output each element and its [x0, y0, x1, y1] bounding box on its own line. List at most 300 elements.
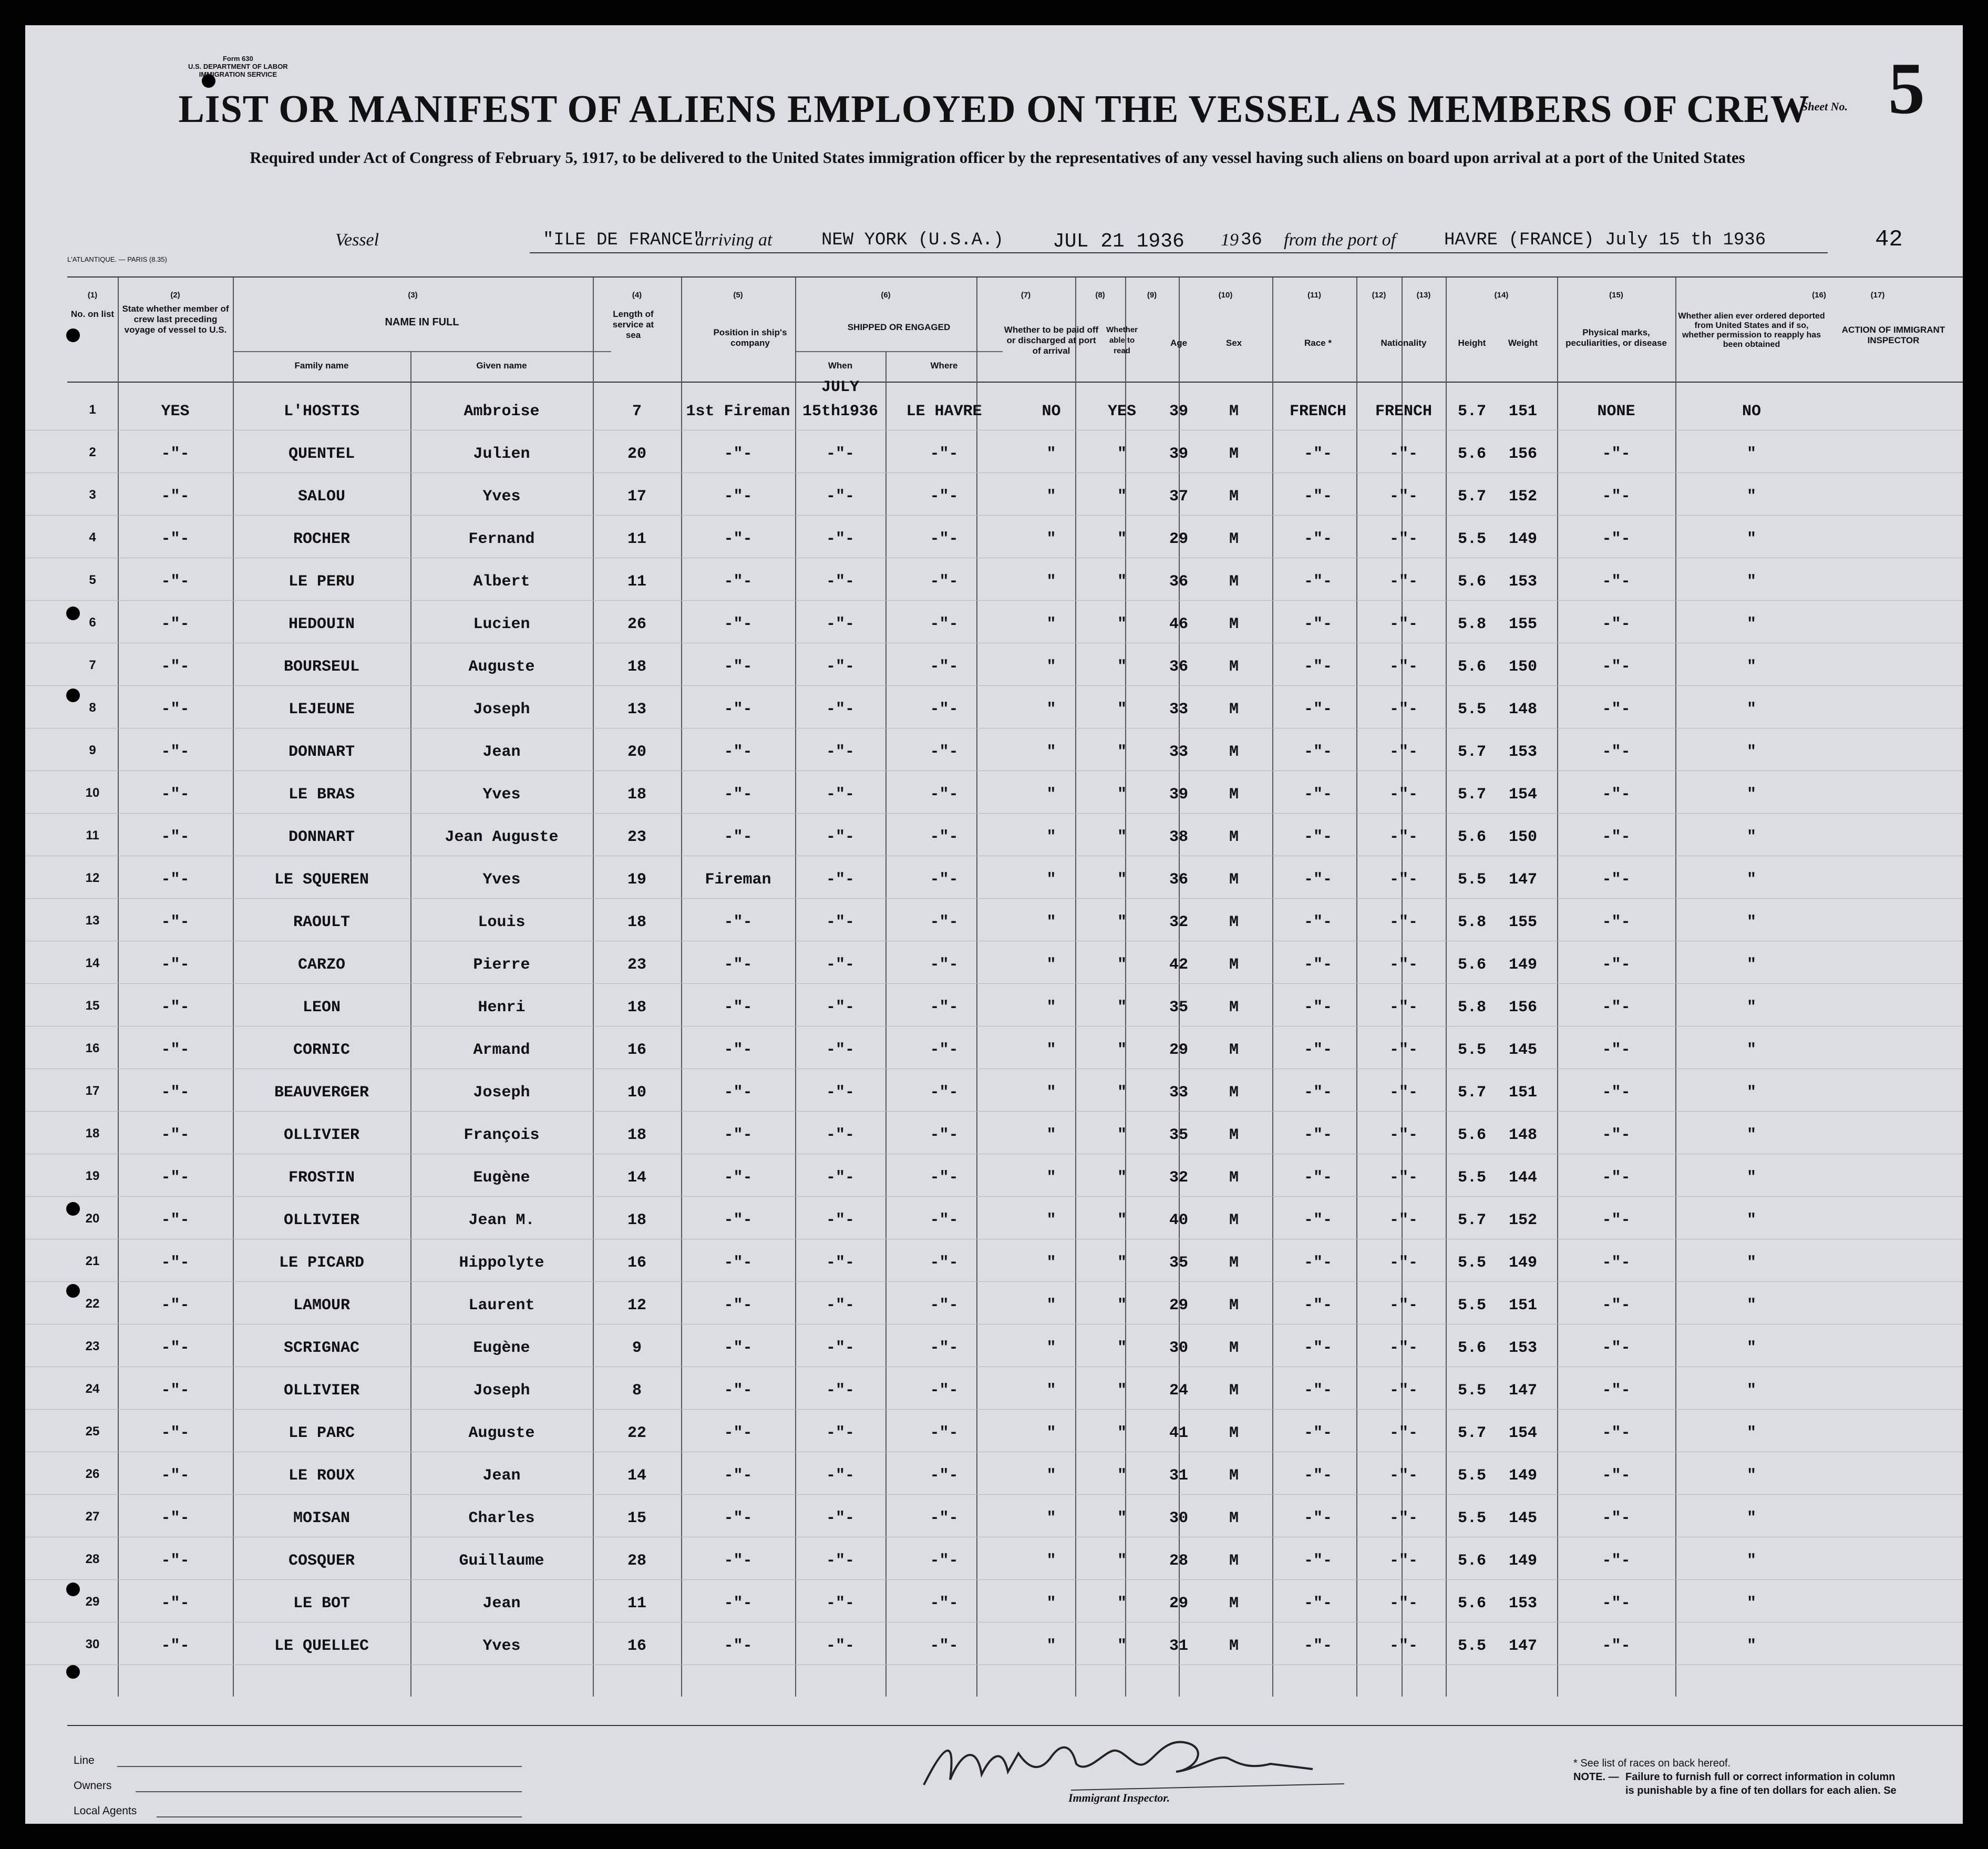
given-name-cell: Louis — [478, 913, 526, 931]
position-cell: -"- — [724, 1424, 753, 1442]
nationality-cell: -"- — [1389, 1126, 1418, 1144]
punch-hole — [66, 1665, 80, 1679]
nationality-cell: -"- — [1389, 743, 1418, 761]
service-length-cell: 23 — [627, 956, 646, 974]
race-cell: -"- — [1303, 1126, 1332, 1144]
weight-cell: 150 — [1508, 828, 1537, 846]
row-rule — [25, 1494, 1963, 1495]
shipped-when-cell: -"- — [826, 1467, 854, 1485]
position-cell: -"- — [724, 1382, 753, 1400]
column-number: (9) — [1147, 291, 1157, 300]
owners-field[interactable] — [136, 1791, 522, 1792]
position-cell: -"- — [724, 701, 753, 718]
given-name-cell: Yves — [482, 1637, 521, 1655]
position-cell: -"- — [724, 786, 753, 804]
able-to-read-cell: " — [1117, 658, 1127, 676]
header-inspector-action: ACTION OF IMMIGRANT INSPECTOR — [1841, 325, 1945, 345]
nationality-cell: -"- — [1389, 530, 1418, 548]
shipped-when-cell: -"- — [826, 743, 854, 761]
row-rule — [25, 1281, 1963, 1282]
physical-marks-cell: -"- — [1602, 1041, 1631, 1059]
paid-off-cell: " — [1046, 828, 1056, 846]
given-name-cell: Henri — [478, 999, 526, 1016]
able-to-read-cell: " — [1117, 1637, 1127, 1655]
shipped-where-cell: -"- — [930, 488, 959, 506]
row-number: 1 — [89, 403, 96, 417]
height-cell: 5.5 — [1457, 1509, 1486, 1527]
race-cell: -"- — [1303, 828, 1332, 846]
departure-label: from the port of — [1284, 230, 1396, 250]
family-name-cell: MOISAN — [293, 1509, 351, 1527]
physical-marks-cell: -"- — [1602, 1637, 1631, 1655]
header-weight: Weight — [1508, 338, 1538, 348]
family-name-cell: ROCHER — [293, 530, 351, 548]
paid-off-cell: " — [1046, 701, 1056, 718]
nationality-cell: -"- — [1389, 1552, 1418, 1570]
shipped-when-cell: -"- — [826, 573, 854, 591]
column-number: (17) — [1870, 291, 1885, 300]
position-cell: -"- — [724, 1254, 753, 1272]
deported-cell: " — [1746, 1339, 1756, 1357]
height-cell: 5.6 — [1457, 1595, 1486, 1612]
previous-voyage-cell: -"- — [161, 1211, 190, 1229]
sex-cell: M — [1229, 786, 1239, 804]
age-cell: 33 — [1169, 1084, 1188, 1102]
deported-cell: " — [1746, 1509, 1756, 1527]
family-name-cell: LE PARC — [288, 1424, 355, 1442]
arrival-date-stamp: JUL 21 1936 — [1053, 230, 1184, 253]
table-header-border — [67, 382, 1963, 383]
inspector-signature — [913, 1722, 1355, 1795]
column-number: (13) — [1416, 291, 1431, 300]
row-rule — [25, 472, 1963, 473]
paid-off-cell: " — [1046, 999, 1056, 1016]
height-cell: 5.6 — [1457, 828, 1486, 846]
shipped-when-cell: -"- — [826, 615, 854, 633]
paid-off-cell: " — [1046, 1637, 1056, 1655]
row-number: 17 — [85, 1084, 100, 1098]
service-length-cell: 20 — [627, 445, 646, 463]
family-name-cell: OLLIVIER — [283, 1211, 360, 1229]
able-to-read-cell: " — [1117, 1169, 1127, 1187]
previous-voyage-cell: -"- — [161, 615, 190, 633]
header-paid-off: Whether to be paid off or discharged at port of arrival — [1004, 325, 1099, 356]
shipped-where-cell: -"- — [930, 1339, 959, 1357]
height-cell: 5.5 — [1457, 1382, 1486, 1400]
row-number: 18 — [85, 1126, 100, 1141]
position-cell: -"- — [724, 1595, 753, 1612]
service-length-cell: 18 — [627, 1126, 646, 1144]
deported-cell: " — [1746, 786, 1756, 804]
given-name-cell: Eugène — [473, 1169, 530, 1187]
service-length-cell: 18 — [627, 786, 646, 804]
paid-off-cell: " — [1046, 615, 1056, 633]
height-cell: 5.7 — [1457, 488, 1486, 506]
able-to-read-cell: " — [1117, 1552, 1127, 1570]
shipped-where-cell: -"- — [930, 573, 959, 591]
header-length-of-service: Length of service at sea — [612, 309, 654, 340]
shipped-when-cell: -"- — [826, 1424, 854, 1442]
physical-marks-cell: -"- — [1602, 530, 1631, 548]
row-number: 8 — [89, 701, 96, 715]
height-cell: 5.6 — [1457, 956, 1486, 974]
weight-cell: 145 — [1508, 1041, 1537, 1059]
physical-marks-cell: -"- — [1602, 871, 1631, 889]
service-length-cell: 18 — [627, 999, 646, 1016]
position-cell: -"- — [724, 1211, 753, 1229]
age-cell: 32 — [1169, 1169, 1188, 1187]
physical-marks-cell: -"- — [1602, 488, 1631, 506]
family-name-cell: OLLIVIER — [283, 1126, 360, 1144]
shipped-when-cell: -"- — [826, 1084, 854, 1102]
deported-cell: " — [1746, 1297, 1756, 1314]
race-cell: -"- — [1303, 1637, 1332, 1655]
race-cell: -"- — [1303, 1211, 1332, 1229]
race-cell: -"- — [1303, 1169, 1332, 1187]
weight-cell: 154 — [1508, 1424, 1537, 1442]
position-cell: 1st Fireman — [686, 403, 790, 420]
physical-marks-cell: -"- — [1602, 913, 1631, 931]
position-cell: -"- — [724, 445, 753, 463]
position-cell: -"- — [724, 1041, 753, 1059]
able-to-read-cell: " — [1117, 913, 1127, 931]
race-cell: -"- — [1303, 871, 1332, 889]
position-cell: -"- — [724, 658, 753, 676]
weight-cell: 152 — [1508, 488, 1537, 506]
position-cell: -"- — [724, 743, 753, 761]
family-name-cell: QUENTEL — [288, 445, 355, 463]
given-name-cell: François — [463, 1126, 540, 1144]
header-when: When — [828, 361, 853, 371]
shipped-when-cell: -"- — [826, 1126, 854, 1144]
sex-cell: M — [1229, 871, 1239, 889]
shipped-when-cell: -"- — [826, 445, 854, 463]
shipped-when-cell: -"- — [826, 786, 854, 804]
header-position: Position in ship's company — [713, 327, 787, 348]
physical-marks-cell: -"- — [1602, 1126, 1631, 1144]
weight-cell: 153 — [1508, 743, 1537, 761]
age-cell: 35 — [1169, 1126, 1188, 1144]
row-rule — [25, 515, 1963, 516]
family-name-cell: LE QUELLEC — [274, 1637, 369, 1655]
position-cell: -"- — [724, 913, 753, 931]
nationality-cell: FRENCH — [1375, 403, 1433, 420]
previous-voyage-cell: -"- — [161, 1637, 190, 1655]
row-number: 29 — [85, 1595, 100, 1609]
deported-cell: " — [1746, 445, 1756, 463]
shipped-where-cell: -"- — [930, 871, 959, 889]
race-cell: -"- — [1303, 573, 1332, 591]
deported-cell: " — [1746, 615, 1756, 633]
service-length-cell: 7 — [632, 403, 642, 420]
age-cell: 38 — [1169, 828, 1188, 846]
departure-port: HAVRE (FRANCE) July 15 th 1936 — [1444, 230, 1766, 250]
weight-cell: 147 — [1508, 1637, 1537, 1655]
nationality-cell: -"- — [1389, 871, 1418, 889]
paid-off-cell: " — [1046, 871, 1056, 889]
nationality-cell: -"- — [1389, 1041, 1418, 1059]
service-length-cell: 16 — [627, 1041, 646, 1059]
shipped-when-cell: -"- — [826, 999, 854, 1016]
shipped-where-cell: -"- — [930, 1297, 959, 1314]
previous-voyage-cell: -"- — [161, 828, 190, 846]
header-no-on-list: No. on list — [70, 309, 115, 319]
shipped-where-cell: -"- — [930, 1041, 959, 1059]
able-to-read-cell: " — [1117, 999, 1127, 1016]
nationality-cell: -"- — [1389, 1467, 1418, 1485]
row-number: 26 — [85, 1467, 100, 1481]
height-cell: 5.6 — [1457, 445, 1486, 463]
shipped-when-cell: -"- — [826, 1169, 854, 1187]
race-cell: -"- — [1303, 615, 1332, 633]
deported-cell: " — [1746, 1084, 1756, 1102]
height-cell: 5.5 — [1457, 871, 1486, 889]
nationality-cell: -"- — [1389, 913, 1418, 931]
shipped-where-cell: -"- — [930, 658, 959, 676]
able-to-read-cell: YES — [1107, 403, 1136, 420]
header-shipped-engaged: SHIPPED OR ENGAGED — [847, 322, 951, 332]
manifest-sheet — [25, 25, 1963, 1824]
service-length-cell: 28 — [627, 1552, 646, 1570]
position-cell: -"- — [724, 1084, 753, 1102]
row-number: 7 — [89, 658, 96, 672]
physical-marks-cell: -"- — [1602, 743, 1631, 761]
deported-cell: NO — [1742, 403, 1761, 420]
age-cell: 36 — [1169, 573, 1188, 591]
physical-marks-cell: -"- — [1602, 615, 1631, 633]
age-cell: 37 — [1169, 488, 1188, 506]
deported-cell: " — [1746, 828, 1756, 846]
physical-marks-cell: -"- — [1602, 956, 1631, 974]
family-name-cell: HEDOUIN — [288, 615, 355, 633]
sex-cell: M — [1229, 1637, 1239, 1655]
paid-off-cell: " — [1046, 530, 1056, 548]
service-length-cell: 14 — [627, 1467, 646, 1485]
service-length-cell: 18 — [627, 913, 646, 931]
header-sex: Sex — [1225, 338, 1242, 348]
service-length-cell: 10 — [627, 1084, 646, 1102]
form-identifier — [188, 55, 288, 78]
column-number: (16) — [1812, 291, 1826, 300]
inspector-label: Immigrant Inspector. — [1068, 1791, 1170, 1804]
height-cell: 5.6 — [1457, 658, 1486, 676]
service-length-cell: 12 — [627, 1297, 646, 1314]
race-cell: -"- — [1303, 488, 1332, 506]
service-length-cell: 11 — [627, 1595, 646, 1612]
race-cell: -"- — [1303, 956, 1332, 974]
column-number: (14) — [1494, 291, 1509, 300]
shipped-when-cell: -"- — [826, 956, 854, 974]
height-cell: 5.5 — [1457, 701, 1486, 718]
deported-cell: " — [1746, 1467, 1756, 1485]
weight-cell: 144 — [1508, 1169, 1537, 1187]
shipped-where-cell: -"- — [930, 530, 959, 548]
sex-cell: M — [1229, 1382, 1239, 1400]
physical-marks-cell: -"- — [1602, 1297, 1631, 1314]
printer-mark: L'ATLANTIQUE. — PARIS (8.35) — [67, 255, 167, 263]
nationality-cell: -"- — [1389, 1169, 1418, 1187]
nationality-cell: -"- — [1389, 1382, 1418, 1400]
shipped-when-cell: -"- — [826, 828, 854, 846]
sex-cell: M — [1229, 1126, 1239, 1144]
weight-cell: 156 — [1508, 999, 1537, 1016]
row-rule — [25, 983, 1963, 984]
paid-off-cell: NO — [1042, 403, 1061, 420]
service-name: IMMIGRATION SERVICE — [199, 70, 277, 78]
family-name-cell: SCRIGNAC — [283, 1339, 360, 1357]
nationality-cell: -"- — [1389, 1211, 1418, 1229]
weight-cell: 156 — [1508, 445, 1537, 463]
shipped-when-cell: -"- — [826, 913, 854, 931]
paid-off-cell: " — [1046, 1552, 1056, 1570]
shipped-when-cell: -"- — [826, 1382, 854, 1400]
given-name-cell: Joseph — [473, 701, 530, 718]
sex-cell: M — [1229, 530, 1239, 548]
weight-cell: 149 — [1508, 530, 1537, 548]
able-to-read-cell: " — [1117, 1126, 1127, 1144]
position-cell: -"- — [724, 530, 753, 548]
paid-off-cell: " — [1046, 1382, 1056, 1400]
able-to-read-cell: " — [1117, 1254, 1127, 1272]
able-to-read-cell: " — [1117, 573, 1127, 591]
deported-cell: " — [1746, 1169, 1756, 1187]
previous-voyage-cell: -"- — [161, 1552, 190, 1570]
service-length-cell: 17 — [627, 488, 646, 506]
column-number: (15) — [1609, 291, 1623, 300]
previous-voyage-cell: -"- — [161, 1041, 190, 1059]
row-number: 16 — [85, 1041, 100, 1055]
family-name-cell: LE ROUX — [288, 1467, 355, 1485]
deported-cell: " — [1746, 1211, 1756, 1229]
row-number: 13 — [85, 913, 100, 928]
able-to-read-cell: " — [1117, 1595, 1127, 1612]
deported-cell: " — [1746, 1041, 1756, 1059]
position-cell: -"- — [724, 1637, 753, 1655]
sex-cell: M — [1229, 999, 1239, 1016]
nationality-cell: -"- — [1389, 488, 1418, 506]
position-cell: -"- — [724, 1509, 753, 1527]
shipped-when-cell: -"- — [826, 1211, 854, 1229]
shipped-when-cell: 15th1936 — [802, 403, 879, 420]
column-divider — [410, 351, 411, 1697]
sex-cell: M — [1229, 1297, 1239, 1314]
able-to-read-cell: " — [1117, 1509, 1127, 1527]
row-number: 25 — [85, 1424, 100, 1439]
given-name-cell: Ambroise — [463, 403, 540, 420]
family-name-cell: DONNART — [288, 828, 355, 846]
service-length-cell: 11 — [627, 573, 646, 591]
physical-marks-cell: -"- — [1602, 1169, 1631, 1187]
able-to-read-cell: " — [1117, 701, 1127, 718]
service-length-cell: 26 — [627, 615, 646, 633]
weight-cell: 149 — [1508, 1552, 1537, 1570]
row-number: 11 — [86, 828, 99, 843]
deported-cell: " — [1746, 1254, 1756, 1272]
family-name-cell: LE SQUEREN — [274, 871, 369, 889]
height-cell: 5.7 — [1457, 1211, 1486, 1229]
local-agents-field[interactable] — [157, 1816, 522, 1817]
sex-cell: M — [1229, 701, 1239, 718]
nationality-cell: -"- — [1389, 999, 1418, 1016]
height-cell: 5.8 — [1457, 913, 1486, 931]
header-previous-voyage: State whether member of crew last preceding voyage of vessel to U.S. — [122, 304, 229, 335]
sex-cell: M — [1229, 658, 1239, 676]
family-name-cell: RAOULT — [293, 913, 351, 931]
shipped-where-cell: -"- — [930, 1637, 959, 1655]
deported-cell: " — [1746, 1637, 1756, 1655]
previous-voyage-cell: -"- — [161, 956, 190, 974]
weight-cell: 155 — [1508, 615, 1537, 633]
paid-off-cell: " — [1046, 658, 1056, 676]
header-nationality: Nationality — [1381, 338, 1427, 348]
paid-off-cell: " — [1046, 743, 1056, 761]
position-cell: -"- — [724, 573, 753, 591]
paid-off-cell: " — [1046, 1169, 1056, 1187]
service-length-cell: 18 — [627, 1211, 646, 1229]
header-family-name: Family name — [294, 361, 349, 371]
shipped-when-cell: -"- — [826, 530, 854, 548]
sex-cell: M — [1229, 1211, 1239, 1229]
row-number: 3 — [89, 488, 96, 502]
nationality-cell: -"- — [1389, 1084, 1418, 1102]
header-height: Height — [1458, 338, 1486, 348]
weight-cell: 148 — [1508, 1126, 1537, 1144]
race-cell: -"- — [1303, 1467, 1332, 1485]
previous-voyage-cell: -"- — [161, 1084, 190, 1102]
weight-cell: 154 — [1508, 786, 1537, 804]
age-cell: 32 — [1169, 913, 1188, 931]
deported-cell: " — [1746, 488, 1756, 506]
row-number: 22 — [85, 1297, 100, 1311]
sex-cell: M — [1229, 913, 1239, 931]
given-name-cell: Yves — [482, 786, 521, 804]
punch-hole — [66, 328, 80, 342]
race-cell: -"- — [1303, 1041, 1332, 1059]
line-field[interactable] — [117, 1766, 522, 1767]
vessel-label: Vessel — [335, 230, 379, 250]
able-to-read-cell: " — [1117, 871, 1127, 889]
given-name-cell: Jean M. — [468, 1211, 535, 1229]
deported-cell: " — [1746, 956, 1756, 974]
shipped-when-cell: -"- — [826, 1339, 854, 1357]
service-length-cell: 13 — [627, 701, 646, 718]
nationality-cell: -"- — [1389, 701, 1418, 718]
nationality-cell: -"- — [1389, 828, 1418, 846]
paid-off-cell: " — [1046, 1211, 1056, 1229]
header-where: Where — [930, 361, 958, 371]
row-number: 30 — [85, 1637, 100, 1651]
age-cell: 30 — [1169, 1339, 1188, 1357]
column-number: (2) — [170, 291, 180, 300]
given-name-cell: Julien — [473, 445, 530, 463]
physical-marks-cell: -"- — [1602, 1339, 1631, 1357]
given-name-cell: Jean — [482, 1595, 521, 1612]
row-number: 20 — [85, 1211, 100, 1226]
deported-cell: " — [1746, 743, 1756, 761]
header-race: Race * — [1304, 338, 1332, 348]
given-name-cell: Charles — [468, 1509, 535, 1527]
shipped-where-cell: -"- — [930, 1254, 959, 1272]
sex-cell: M — [1229, 573, 1239, 591]
previous-voyage-cell: -"- — [161, 1339, 190, 1357]
sex-cell: M — [1229, 1552, 1239, 1570]
position-cell: -"- — [724, 1467, 753, 1485]
shipped-where-cell: -"- — [930, 1084, 959, 1102]
family-name-cell: L'HOSTIS — [283, 403, 360, 420]
previous-voyage-cell: -"- — [161, 658, 190, 676]
given-name-cell: Auguste — [468, 1424, 535, 1442]
height-cell: 5.5 — [1457, 1169, 1486, 1187]
